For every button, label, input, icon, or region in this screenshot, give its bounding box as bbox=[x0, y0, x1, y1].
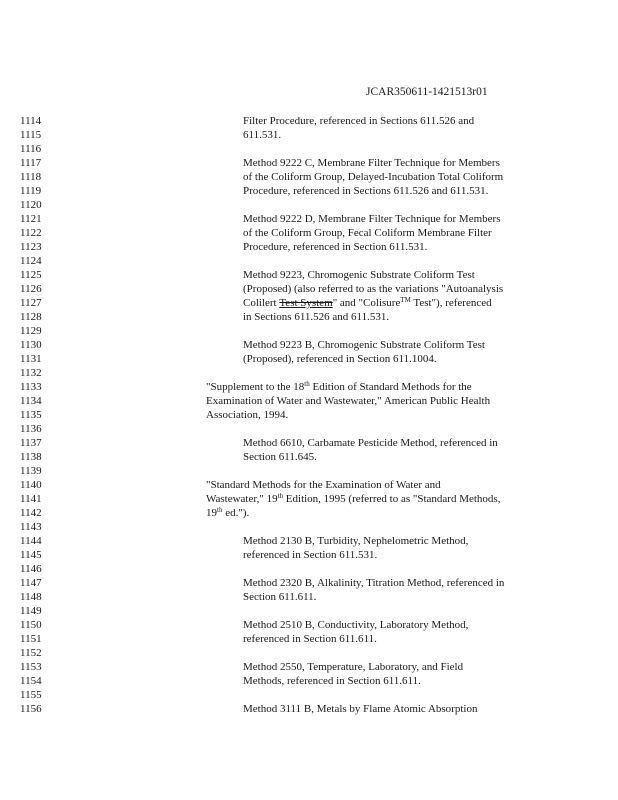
text-line: of the Coliform Group, Fecal Coliform Membrane Filter bbox=[243, 227, 492, 239]
line-number: 1152 bbox=[20, 647, 42, 659]
text-line: Method 3111 B, Metals by Flame Atomic Absorption bbox=[243, 703, 478, 715]
line-number: 1148 bbox=[20, 591, 42, 603]
text-line: "Standard Methods for the Examination of Water and bbox=[206, 479, 441, 491]
line-number: 1137 bbox=[20, 437, 42, 449]
text-line: (Proposed) (also referred to as the variations "Autoanalysis bbox=[243, 283, 504, 295]
text-line bbox=[206, 492, 500, 506]
ordinal-superscript: th bbox=[217, 506, 223, 514]
line-number: 1155 bbox=[20, 689, 42, 701]
line-number: 1116 bbox=[20, 143, 42, 155]
line-number: 1134 bbox=[20, 395, 42, 407]
ordinal-superscript: th bbox=[277, 492, 284, 500]
text-line: in Sections 611.526 and 611.531. bbox=[243, 311, 390, 323]
line-number: 1146 bbox=[20, 563, 42, 575]
text-line: Method 2130 B, Turbidity, Nephelometric Method, bbox=[243, 535, 469, 547]
line-number: 1143 bbox=[20, 521, 42, 533]
text-line: Examination of Water and Wastewater," American Public Health bbox=[206, 395, 491, 407]
text-line: Methods, referenced in Section 611.611. bbox=[243, 675, 421, 687]
line-number: 1145 bbox=[20, 549, 42, 561]
line-number: 1131 bbox=[20, 353, 42, 365]
text-fragment: "Supplement to the 18 bbox=[206, 381, 305, 393]
line-number: 1142 bbox=[20, 507, 42, 519]
line-number: 1156 bbox=[20, 703, 42, 715]
line-number: 1125 bbox=[20, 269, 42, 281]
line-number: 1139 bbox=[20, 465, 42, 477]
text-line: Method 9223, Chromogenic Substrate Coliform Test bbox=[243, 269, 475, 281]
line-number: 1128 bbox=[20, 311, 42, 323]
text-line: referenced in Section 611.531. bbox=[243, 549, 378, 561]
text-fragment: ed."). bbox=[222, 507, 250, 519]
line-number: 1115 bbox=[20, 129, 42, 141]
line-number: 1150 bbox=[20, 619, 42, 631]
text-fragment: Edition of Standard Methods for the bbox=[309, 381, 472, 393]
text-line: Procedure, referenced in Sections 611.526 and 611.531. bbox=[243, 185, 489, 197]
text-line: Method 9222 D, Membrane Filter Technique for Members bbox=[243, 213, 501, 225]
line-number: 1144 bbox=[20, 535, 42, 547]
text-line: Association, 1994. bbox=[206, 409, 289, 421]
text-line bbox=[206, 380, 472, 394]
text-line bbox=[206, 506, 249, 520]
trademark-superscript: TM bbox=[400, 296, 411, 304]
line-number: 1129 bbox=[20, 325, 42, 337]
line-number: 1120 bbox=[20, 199, 42, 211]
text-fragment: Edition, 1995 (referred to as "Standard Methods, bbox=[283, 493, 501, 505]
text-line: 611.531. bbox=[243, 129, 282, 141]
text-line: Method 9223 B, Chromogenic Substrate Coliform Test bbox=[243, 339, 485, 351]
text-fragment: Wastewater," 19 bbox=[206, 493, 278, 505]
text-line: Section 611.645. bbox=[243, 451, 317, 463]
text-line: Method 2550, Temperature, Laboratory, and Field bbox=[243, 661, 464, 673]
line-number: 1130 bbox=[20, 339, 42, 351]
text-line: Filter Procedure, referenced in Sections 611.526 and bbox=[243, 115, 475, 127]
text-line: (Proposed), referenced in Section 611.1004. bbox=[243, 353, 437, 365]
line-number: 1135 bbox=[20, 409, 42, 421]
text-fragment: " and "Colisure bbox=[332, 297, 401, 309]
line-number: 1124 bbox=[20, 255, 42, 267]
line-number: 1138 bbox=[20, 451, 42, 463]
text-fragment: 19 bbox=[206, 507, 217, 519]
line-number: 1114 bbox=[20, 115, 42, 127]
line-number: 1140 bbox=[20, 479, 42, 491]
text-line: Method 2320 B, Alkalinity, Titration Method, referenced in bbox=[243, 577, 505, 589]
line-number: 1149 bbox=[20, 605, 42, 617]
line-number: 1151 bbox=[20, 633, 42, 645]
line-number: 1117 bbox=[20, 157, 42, 169]
text-line: Procedure, referenced in Section 611.531. bbox=[243, 241, 428, 253]
text-line: Method 6610, Carbamate Pesticide Method, referenced in bbox=[243, 437, 498, 449]
line-number: 1154 bbox=[20, 675, 42, 687]
line-number: 1136 bbox=[20, 423, 42, 435]
line-number: 1126 bbox=[20, 283, 42, 295]
line-number: 1132 bbox=[20, 367, 42, 379]
line-number: 1133 bbox=[20, 381, 42, 393]
line-number: 1121 bbox=[20, 213, 42, 225]
text-line: Method 9222 C, Membrane Filter Technique for Members bbox=[243, 157, 500, 169]
line-number: 1118 bbox=[20, 171, 42, 183]
text-line: Method 2510 B, Conductivity, Laboratory Method, bbox=[243, 619, 469, 631]
text-line: Section 611.611. bbox=[243, 591, 317, 603]
ordinal-superscript: th bbox=[304, 380, 310, 388]
line-number: 1119 bbox=[20, 185, 42, 197]
text-line bbox=[243, 296, 492, 310]
line-number: 1141 bbox=[20, 493, 42, 505]
text-fragment: Colilert bbox=[243, 297, 277, 309]
line-number: 1147 bbox=[20, 577, 42, 589]
line-number: 1122 bbox=[20, 227, 42, 239]
line-number: 1123 bbox=[20, 241, 42, 253]
text-fragment: Test"), referenced bbox=[410, 297, 492, 309]
line-number: 1153 bbox=[20, 661, 42, 673]
struck-text: Test System bbox=[279, 297, 333, 309]
text-line: of the Coliform Group, Delayed-Incubation Total Coliform bbox=[243, 171, 504, 183]
line-number: 1127 bbox=[20, 297, 42, 309]
document-id-header: JCAR350611-1421513r01 bbox=[366, 86, 488, 98]
text-line: referenced in Section 611.611. bbox=[243, 633, 377, 645]
